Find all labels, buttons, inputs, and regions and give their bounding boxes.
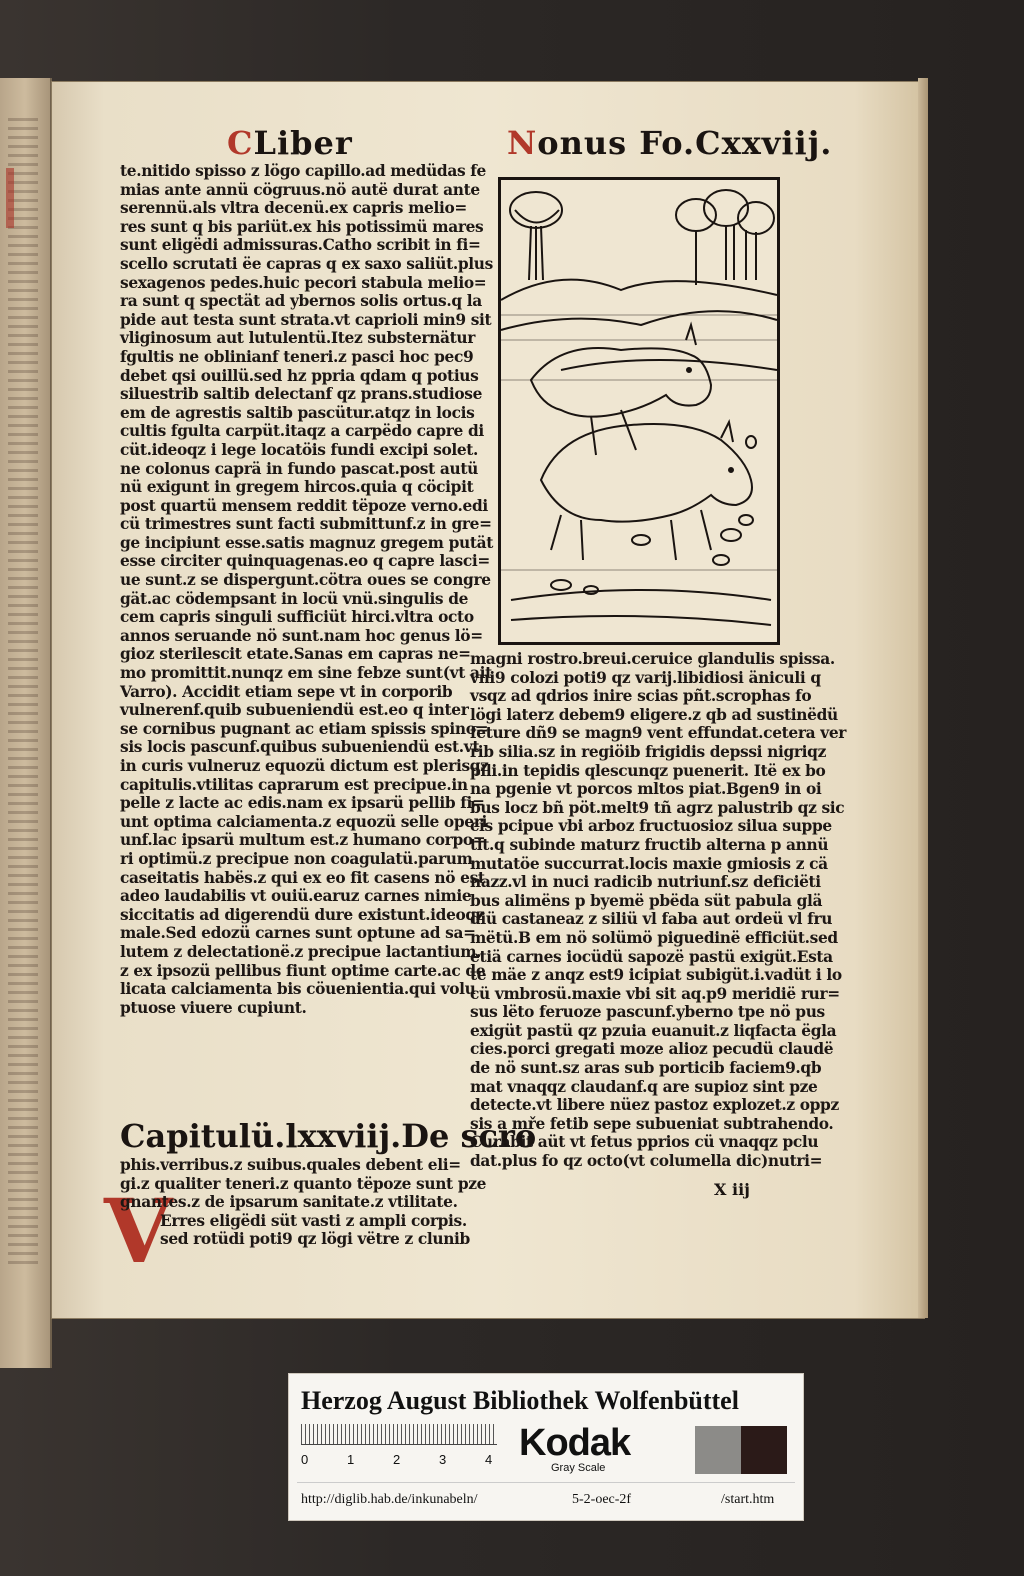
text-line: sis a mře fetib sepe subueniat subtrahendo.	[470, 1114, 834, 1133]
chapter-text	[120, 1156, 487, 1249]
text-line: esse circiter quinquagenas.eo q capre lasci=	[120, 552, 490, 571]
ruler-number: 4	[485, 1452, 493, 1467]
text-line: mat vnaqqz claudanf.q are supioz sint pze	[470, 1077, 818, 1096]
text-line: cü vmbrosü.maxie vbi sit aq.p9 meridië rur=	[470, 984, 840, 1003]
text-line: licata calciamenta bis cöuenientia.qui volu	[120, 980, 476, 999]
text-line: lögi laterz debem9 eligere.z qb ad sustinëdü	[470, 705, 838, 724]
text-line: unt optima calciamenta.z equozü selle operi	[120, 812, 487, 831]
text-line: gnantes.z de ipsarum sanitate.z vtilitate.	[120, 1193, 458, 1212]
url-left: http://diglib.hab.de/inkunabeln/	[301, 1492, 478, 1507]
ruler-number: 0	[301, 1452, 309, 1467]
text-line: Varro). Accidit etiam sepe vt in corporib	[120, 682, 453, 701]
text-line: capitulis.vtilitas caprarum est precipue.in	[120, 775, 468, 794]
text-line: pelle z lacte ac edis.nam ex ipsarü pellib fi=	[120, 794, 485, 813]
text-line: tit.q subinde maturz fructib alterna p annü	[470, 835, 829, 854]
book-page	[52, 82, 924, 1318]
text-line: scello scrutati ëe capras q ex saxo saliüt.plus	[120, 254, 493, 273]
ruler-number: 3	[439, 1452, 447, 1467]
text-line: cultis fgulta carpüt.itaqz a carpëdo capre di	[120, 422, 484, 441]
text-line: se cornibus pugnant ac etiam spissis spino=	[120, 719, 489, 738]
running-head-right-text: onus Fo.Cxxviij.	[537, 124, 833, 162]
text-line: cis pcipue vbi arboz fructuosioz silua suppe	[470, 817, 832, 836]
text-line: ra sunt q spectät ad ybernos solis ortus.q la	[120, 292, 482, 311]
text-line: z ex ipsozü pellibus fiunt optime carte.ac de	[120, 961, 486, 980]
text-line: vulnerenf.quib subueniendü est.eo q inter	[120, 701, 469, 720]
text-line: gioz sterilescit etate.Sanas em capras ne=	[120, 645, 471, 664]
text-line: de nö sunt.sz aras sub porticib faciem9.qb	[470, 1059, 822, 1078]
text-line: cü trimestres sunt facti submittunf.z in gre=	[120, 515, 492, 534]
text-line: lutem z delectationë.z precipue lactantium.	[120, 942, 482, 961]
text-line: detecte.vt libere nüez pastoz explozet.z oppz	[470, 1096, 839, 1115]
running-head-left	[227, 124, 353, 162]
text-line: rib silia.sz in regiöib frigidis depssi nigriqz	[470, 742, 826, 761]
text-line: unf.lac ipsarü multum est.z humano corpo=	[120, 831, 486, 850]
text-line: annos seruande nö sunt.nam hoc genus lö=	[120, 626, 483, 645]
right-text-column	[470, 650, 847, 1171]
text-line: cem capris singuli sufficiüt hirci.vltra octo	[120, 608, 474, 627]
url-right: /start.htm	[721, 1492, 775, 1507]
text-line: vsqz ad qdrios inire scias pñt.scrophas fo	[470, 687, 812, 706]
text-line: magni rostro.breui.ceruice glandulis spissa.	[470, 650, 835, 668]
text-line: in curis vulneruz equozü dictum est plerisqz	[120, 757, 489, 775]
running-head-right-cap: N	[507, 124, 538, 162]
kodak-logo: Kodak	[519, 1422, 631, 1464]
text-line: siccitatis ad digerendü dure existunt.ideoqz	[120, 905, 485, 924]
text-line: mo promittit.nunqz em sine febze sunt(vt ait	[120, 664, 492, 683]
ruler-number: 1	[347, 1452, 355, 1467]
text-line: gät.ac cödempsant in locü vnü.singulis de	[120, 589, 469, 608]
text-line: ptuose viuere cupiunt.	[120, 998, 307, 1017]
running-head-left-text: Liber	[253, 124, 353, 162]
woodcut-pigs-image	[501, 180, 777, 642]
card-divider	[297, 1482, 795, 1483]
text-line: cüt.ideoqz i lege locatöis fundi excipi solet.	[120, 440, 479, 459]
text-line: pide aut testa sunt strata.vt caprioli min9 sit	[120, 310, 492, 329]
library-name: Herzog August Bibliothek Wolfenbüttel	[301, 1386, 739, 1415]
text-line: em de agrestis saltib pascütur.atqz in locis	[120, 403, 475, 422]
text-line: post quartü mensem reddit tëpoze verno.edi	[120, 496, 488, 515]
url-mid: 5-2-oec-2f	[572, 1492, 632, 1507]
left-page-edge	[0, 78, 52, 1368]
text-line: caseitatis habës.z qui ex eo fit casens nö est	[120, 868, 485, 887]
signature-mark: X iij	[714, 1180, 750, 1199]
text-line: res sunt q bis pariüt.ex his potissimü mares	[120, 217, 484, 236]
running-head-left-cap: C	[227, 124, 254, 162]
gray-swatch-dark	[741, 1426, 787, 1474]
scale-ruler	[301, 1424, 497, 1445]
running-head-right	[507, 124, 832, 162]
text-line: nazz.vl in nuci radicib nutriunf.sz deficiëti	[470, 873, 821, 892]
text-line: bus alimëns p byemë pbëda süt pabula glä	[470, 891, 823, 910]
text-line: te.nitido spisso z lögo capillo.ad medüdas fe	[120, 162, 486, 180]
text-line: sed rotüdi poti9 qz lögi vëtre z clunib	[160, 1230, 470, 1249]
text-line: feture dñ9 se magn9 vent effundat.cetera ver	[470, 724, 847, 743]
text-line: exigüt pastü qz pzuia euanuit.z liqfacta ëgla	[470, 1021, 837, 1040]
text-line: debet qsi ouillü.sed hz ppria qdam q potius	[120, 366, 479, 385]
text-line: siluestrib saltib delectanf qz prans.studiose	[120, 385, 483, 404]
left-text-column	[120, 162, 493, 1017]
text-line: serennü.als vltra decenü.ex capris melio=	[120, 199, 467, 218]
text-line: ri optimü.z precipue non coagulatü.parum	[120, 849, 473, 868]
text-line: nü exigunt in gregem hircos.quia q cöcipit	[120, 478, 474, 497]
text-line: vni9 colozi poti9 qz varij.libidiosi äniculi q	[470, 668, 821, 687]
gray-swatch-mid	[695, 1426, 741, 1474]
text-line: dat.plus fo qz octo(vt columella dic)nutri=	[470, 1152, 823, 1171]
text-line: fgultis ne oblinianf teneri.z pasci hoc pec9	[120, 347, 474, 366]
left-page-text	[8, 118, 38, 1268]
text-line: bus locz bñ pöt.melt9 tñ agrz palustrib qz sic	[470, 798, 845, 817]
text-line: adeo laudabilis vt ouiü.earuz carnes nimie	[120, 887, 472, 906]
text-line: te mäe z anqz est9 icipiat subigüt.i.vadüt i lo	[470, 966, 842, 985]
text-line: cies.porci gregati moze alioz pecudü claudë	[470, 1040, 834, 1059]
drop-cap: V	[104, 1179, 173, 1283]
text-line: male.Sed edozü carnes sunt optune ad sa=	[120, 924, 476, 943]
text-line: Curabit aüt vt fetus pprios cü vnaqqz pclu	[470, 1133, 819, 1152]
text-line: sexagenos pedes.huic pecori stabula melio=	[120, 273, 487, 292]
woodcut-illustration	[498, 177, 780, 645]
chapter-heading: Capitulü.lxxviij.De scro	[120, 1117, 537, 1155]
text-line: pili.in tepidis qlescunqz puenerit. Itë ex bo	[470, 761, 826, 780]
text-line: ne colonus caprä in fundo pascat.post autü	[120, 459, 478, 478]
text-line: vliginosum aut lutulentü.Itez substernätur	[120, 329, 476, 348]
ruler-number: 2	[393, 1452, 401, 1467]
text-line: diü castaneaz z siliü vl faba aut ordeü vl fru	[470, 910, 833, 929]
gray-scale-label: Gray Scale	[551, 1462, 606, 1474]
text-line: ue sunt.z se dispergunt.cötra oues se congre	[120, 571, 491, 590]
text-line: mutatöe succurrat.locis maxie gmiosis z cä	[470, 854, 828, 873]
text-line: sis locis pascunf.quibus subueniendü est.vt	[120, 738, 480, 757]
left-page-rubric	[6, 168, 14, 228]
text-line: etiä carnes iocüdü sapozë pastü exigüt.Esta	[470, 947, 833, 966]
text-line: mias ante annü cögruus.nö autë durat ante	[120, 180, 480, 199]
text-line: ge incipiunt esse.satis magnuz gregem putät	[120, 533, 493, 552]
text-line: na pgenie vt porcos mltos piat.Bgen9 in oi	[470, 780, 822, 799]
text-line: sunt eligëdi admissuras.Catho scribit in fi=	[120, 236, 481, 255]
text-line: Erres eligëdi süt vasti z ampli corpis.	[160, 1211, 467, 1230]
text-line: phis.verribus.z suibus.quales debent eli=	[120, 1156, 461, 1174]
text-line: gi.z qualiter teneri.z quanto tëpoze sunt pze	[120, 1174, 487, 1193]
text-line: mëtü.B em nö solümö piguedinë efficiüt.sed	[470, 928, 838, 947]
text-line: sus lëto feruoze pascunf.yberno tpe nö pus	[470, 1003, 825, 1022]
page-fore-edge	[918, 78, 928, 1318]
color-target-card	[288, 1373, 804, 1521]
